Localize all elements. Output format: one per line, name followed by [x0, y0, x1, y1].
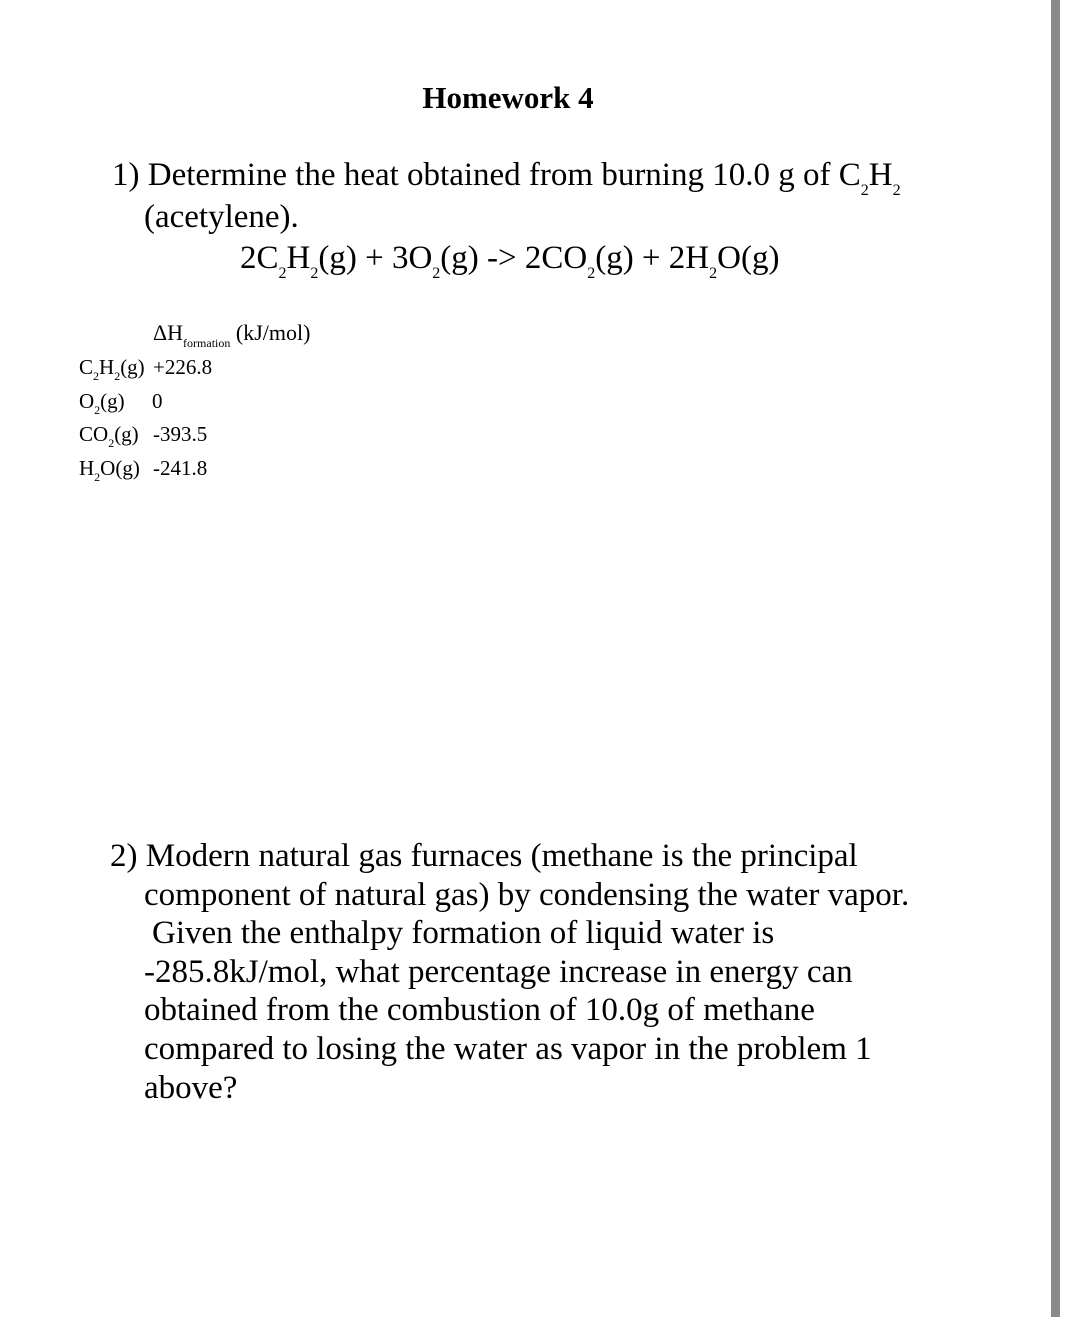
question-2-line: -285.8kJ/mol, what percentage increase in energy can	[144, 953, 853, 990]
table-value: -241.8	[153, 456, 208, 480]
question-1-line-2: (acetylene).	[144, 199, 299, 235]
question-2-line: above?	[144, 1069, 238, 1106]
question-2-line: obtained from the combustion of 10.0g of methane	[144, 992, 815, 1029]
question-1-line-1: 1) Determine the heat obtained from burning 10.0 g of $C_2H_2$	[112, 157, 901, 199]
table-value: 0	[152, 389, 163, 413]
question-2-line: 2) Modern natural gas furnaces (methane is the principal	[110, 838, 858, 874]
table-row: $H_2O(g)$	[79, 456, 140, 484]
page-title: Homework 4	[422, 80, 594, 115]
question-2	[110, 837, 909, 1107]
table-value: -393.5	[153, 422, 208, 446]
table-row: $C_2H_2(g)$	[79, 355, 145, 383]
table-row: $CO_2(g)$	[79, 422, 139, 450]
enthalpy-table-header: $\Delta H_{formation}$ (kJ/mol)	[153, 320, 311, 350]
question-1-text: Determine the heat obtained from burning 10.0 g of C	[147, 157, 861, 193]
question-2-line: component of natural gas) by condensing the water vapor.	[144, 876, 910, 913]
question-2-line: compared to losing the water as vapor in the problem 1	[144, 1030, 872, 1067]
question-2-line: Given the enthalpy formation of liquid water is	[152, 915, 775, 952]
table-value: +226.8	[153, 355, 213, 379]
question-1-number: 1)	[112, 157, 140, 193]
reaction-equation: $2C_2H_2(g) + 3O_2(g) -> 2CO_2(g) + 2H_2O(g)$	[240, 240, 780, 282]
scrollbar[interactable]	[1051, 0, 1060, 1317]
table-row: $O_2(g)$	[79, 389, 125, 417]
